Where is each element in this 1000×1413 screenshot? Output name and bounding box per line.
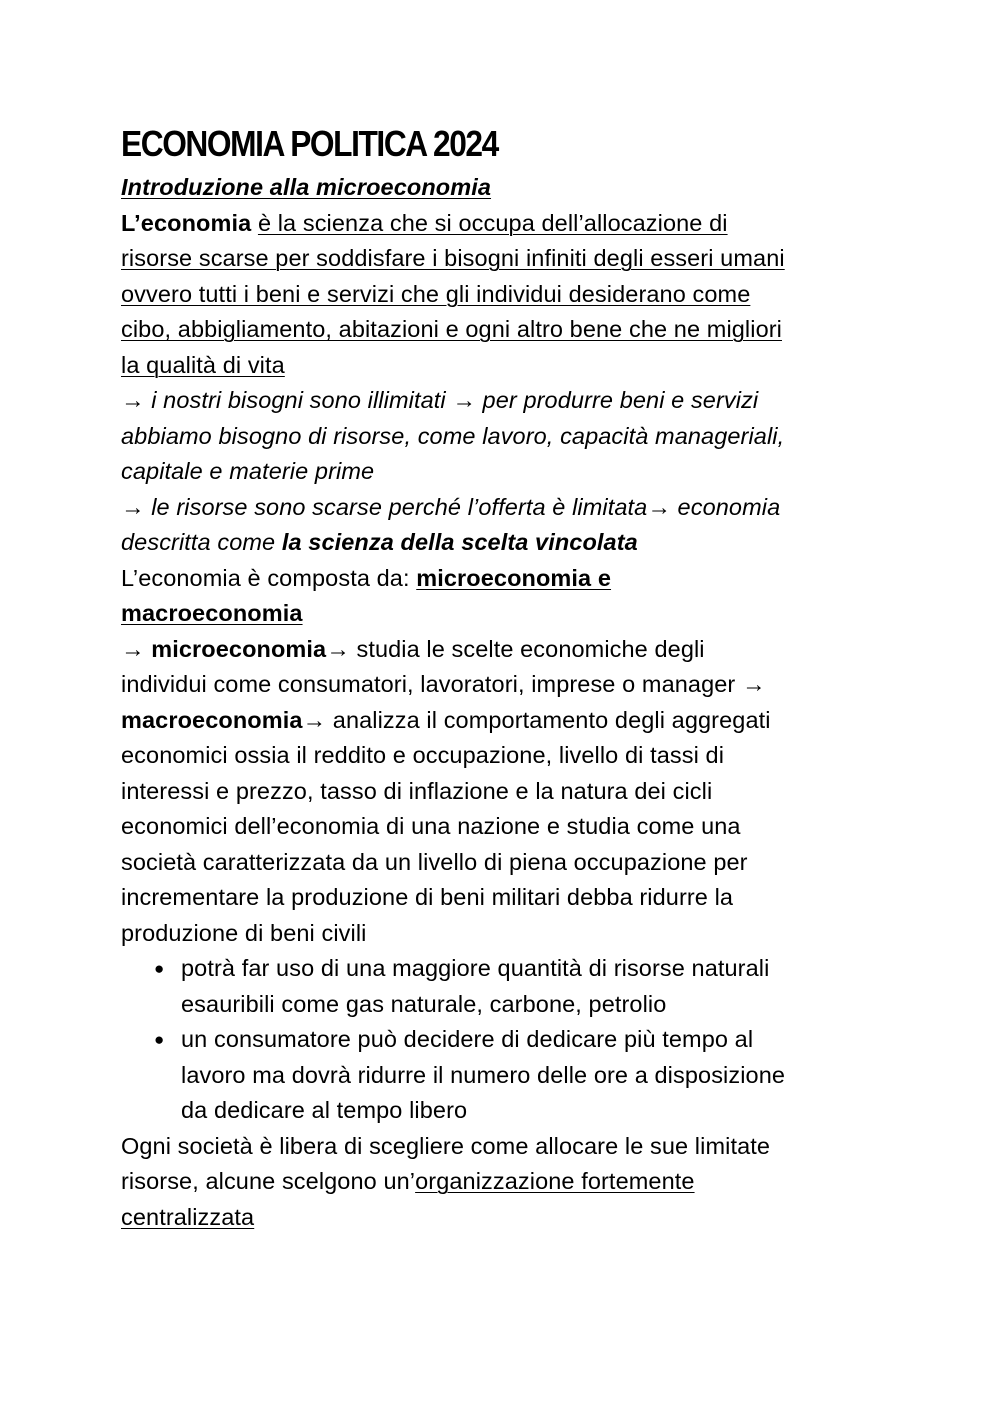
link-organizzazione[interactable]: organizzazione fortemente: [415, 1168, 695, 1194]
definition-line: risorse scarse per soddisfare i bisogni infiniti degli esseri umani: [121, 245, 785, 271]
document-title: ECONOMIA POLITICA 2024: [121, 123, 498, 164]
section-subtitle: Introduzione alla microeconomia: [121, 174, 492, 200]
list-item-line: lavoro ma dovrà ridurre il numero delle ore a disposizione: [181, 1061, 786, 1088]
list-item-line: potrà far uso di una maggiore quantità di risorse naturali: [181, 955, 770, 981]
text-line: incrementare la produzione di beni militari debba ridurre la: [121, 884, 734, 910]
bullet-icon: ●: [154, 959, 165, 978]
link-micro-macro[interactable]: microeconomia e: [416, 564, 612, 591]
paragraph-micro-macro: [121, 632, 891, 952]
bold-phrase: la scienza della scelta vincolata: [281, 529, 638, 555]
text-line: economici dell’economia di una nazione e studia come una: [121, 813, 741, 839]
paragraph-needs: [121, 383, 891, 490]
definition-text: è la scienza che si occupa dell’allocazione di: [257, 209, 728, 236]
text-line: individui come consumatori, lavoratori, imprese o manager →: [121, 671, 766, 697]
definition-line: ovvero tutti i beni e servizi che gli individui desiderano come: [121, 280, 751, 307]
term-microeconomia: microeconomia: [151, 635, 327, 662]
list-item-line: da dedicare al tempo libero: [181, 1097, 468, 1123]
text-line: → i nostri bisogni sono illimitati → per produrre beni e servizi: [121, 387, 759, 413]
paragraph-composition: [121, 561, 891, 632]
link-macroeconomia[interactable]: macroeconomia: [121, 600, 303, 626]
link-centralizzata[interactable]: centralizzata: [121, 1203, 255, 1230]
term-economia: L’economia: [121, 209, 252, 236]
paragraph-organization: [121, 1129, 891, 1236]
document-page: [121, 118, 891, 1235]
list-item-line: esauribili come gas naturale, carbone, petrolio: [181, 990, 667, 1017]
text-line: Ogni società è libera di scegliere come allocare le sue limitate: [121, 1132, 771, 1159]
list-item: [121, 1022, 891, 1129]
definition-line: cibo, abbigliamento, abitazioni e ogni altro bene che ne migliori: [121, 316, 782, 342]
text-fragment: L’economia è composta da:: [121, 564, 417, 591]
text-line: interessi e prezzo, tasso di inflazione e la natura dei cicli: [121, 777, 713, 804]
definition-line: la qualità di vita: [121, 351, 285, 378]
paragraph-definition: [121, 206, 891, 384]
text-line: abbiamo bisogno di risorse, come lavoro, capacità manageriali,: [121, 422, 785, 449]
text-line: → le risorse sono scarse perché l’offerta è limitata→ economia: [121, 493, 781, 520]
text-line: società caratterizzata da un livello di piena occupazione per: [121, 848, 748, 875]
text-line: economici ossia il reddito e occupazione, livello di tassi di: [121, 742, 725, 768]
paragraph-scarcity: [121, 490, 891, 561]
text-fragment: risorse, alcune scelgono un’: [121, 1168, 416, 1194]
text-fragment: → studia le scelte economiche degli: [326, 635, 705, 662]
text-fragment: → analizza il comportamento degli aggregati: [302, 706, 771, 733]
text-fragment: descritta come: [121, 529, 282, 555]
list-item-line: un consumatore può decidere di dedicare più tempo al: [181, 1026, 754, 1052]
arrow-glyph: →: [121, 635, 152, 662]
term-macroeconomia: macroeconomia: [121, 706, 303, 733]
text-line: capitale e materie prime: [121, 458, 375, 484]
bullet-icon: ●: [154, 1030, 165, 1049]
list-item: [121, 951, 891, 1022]
bullet-list: [121, 951, 891, 1129]
document-body: [121, 170, 891, 1235]
text-line: produzione di beni civili: [121, 919, 367, 946]
